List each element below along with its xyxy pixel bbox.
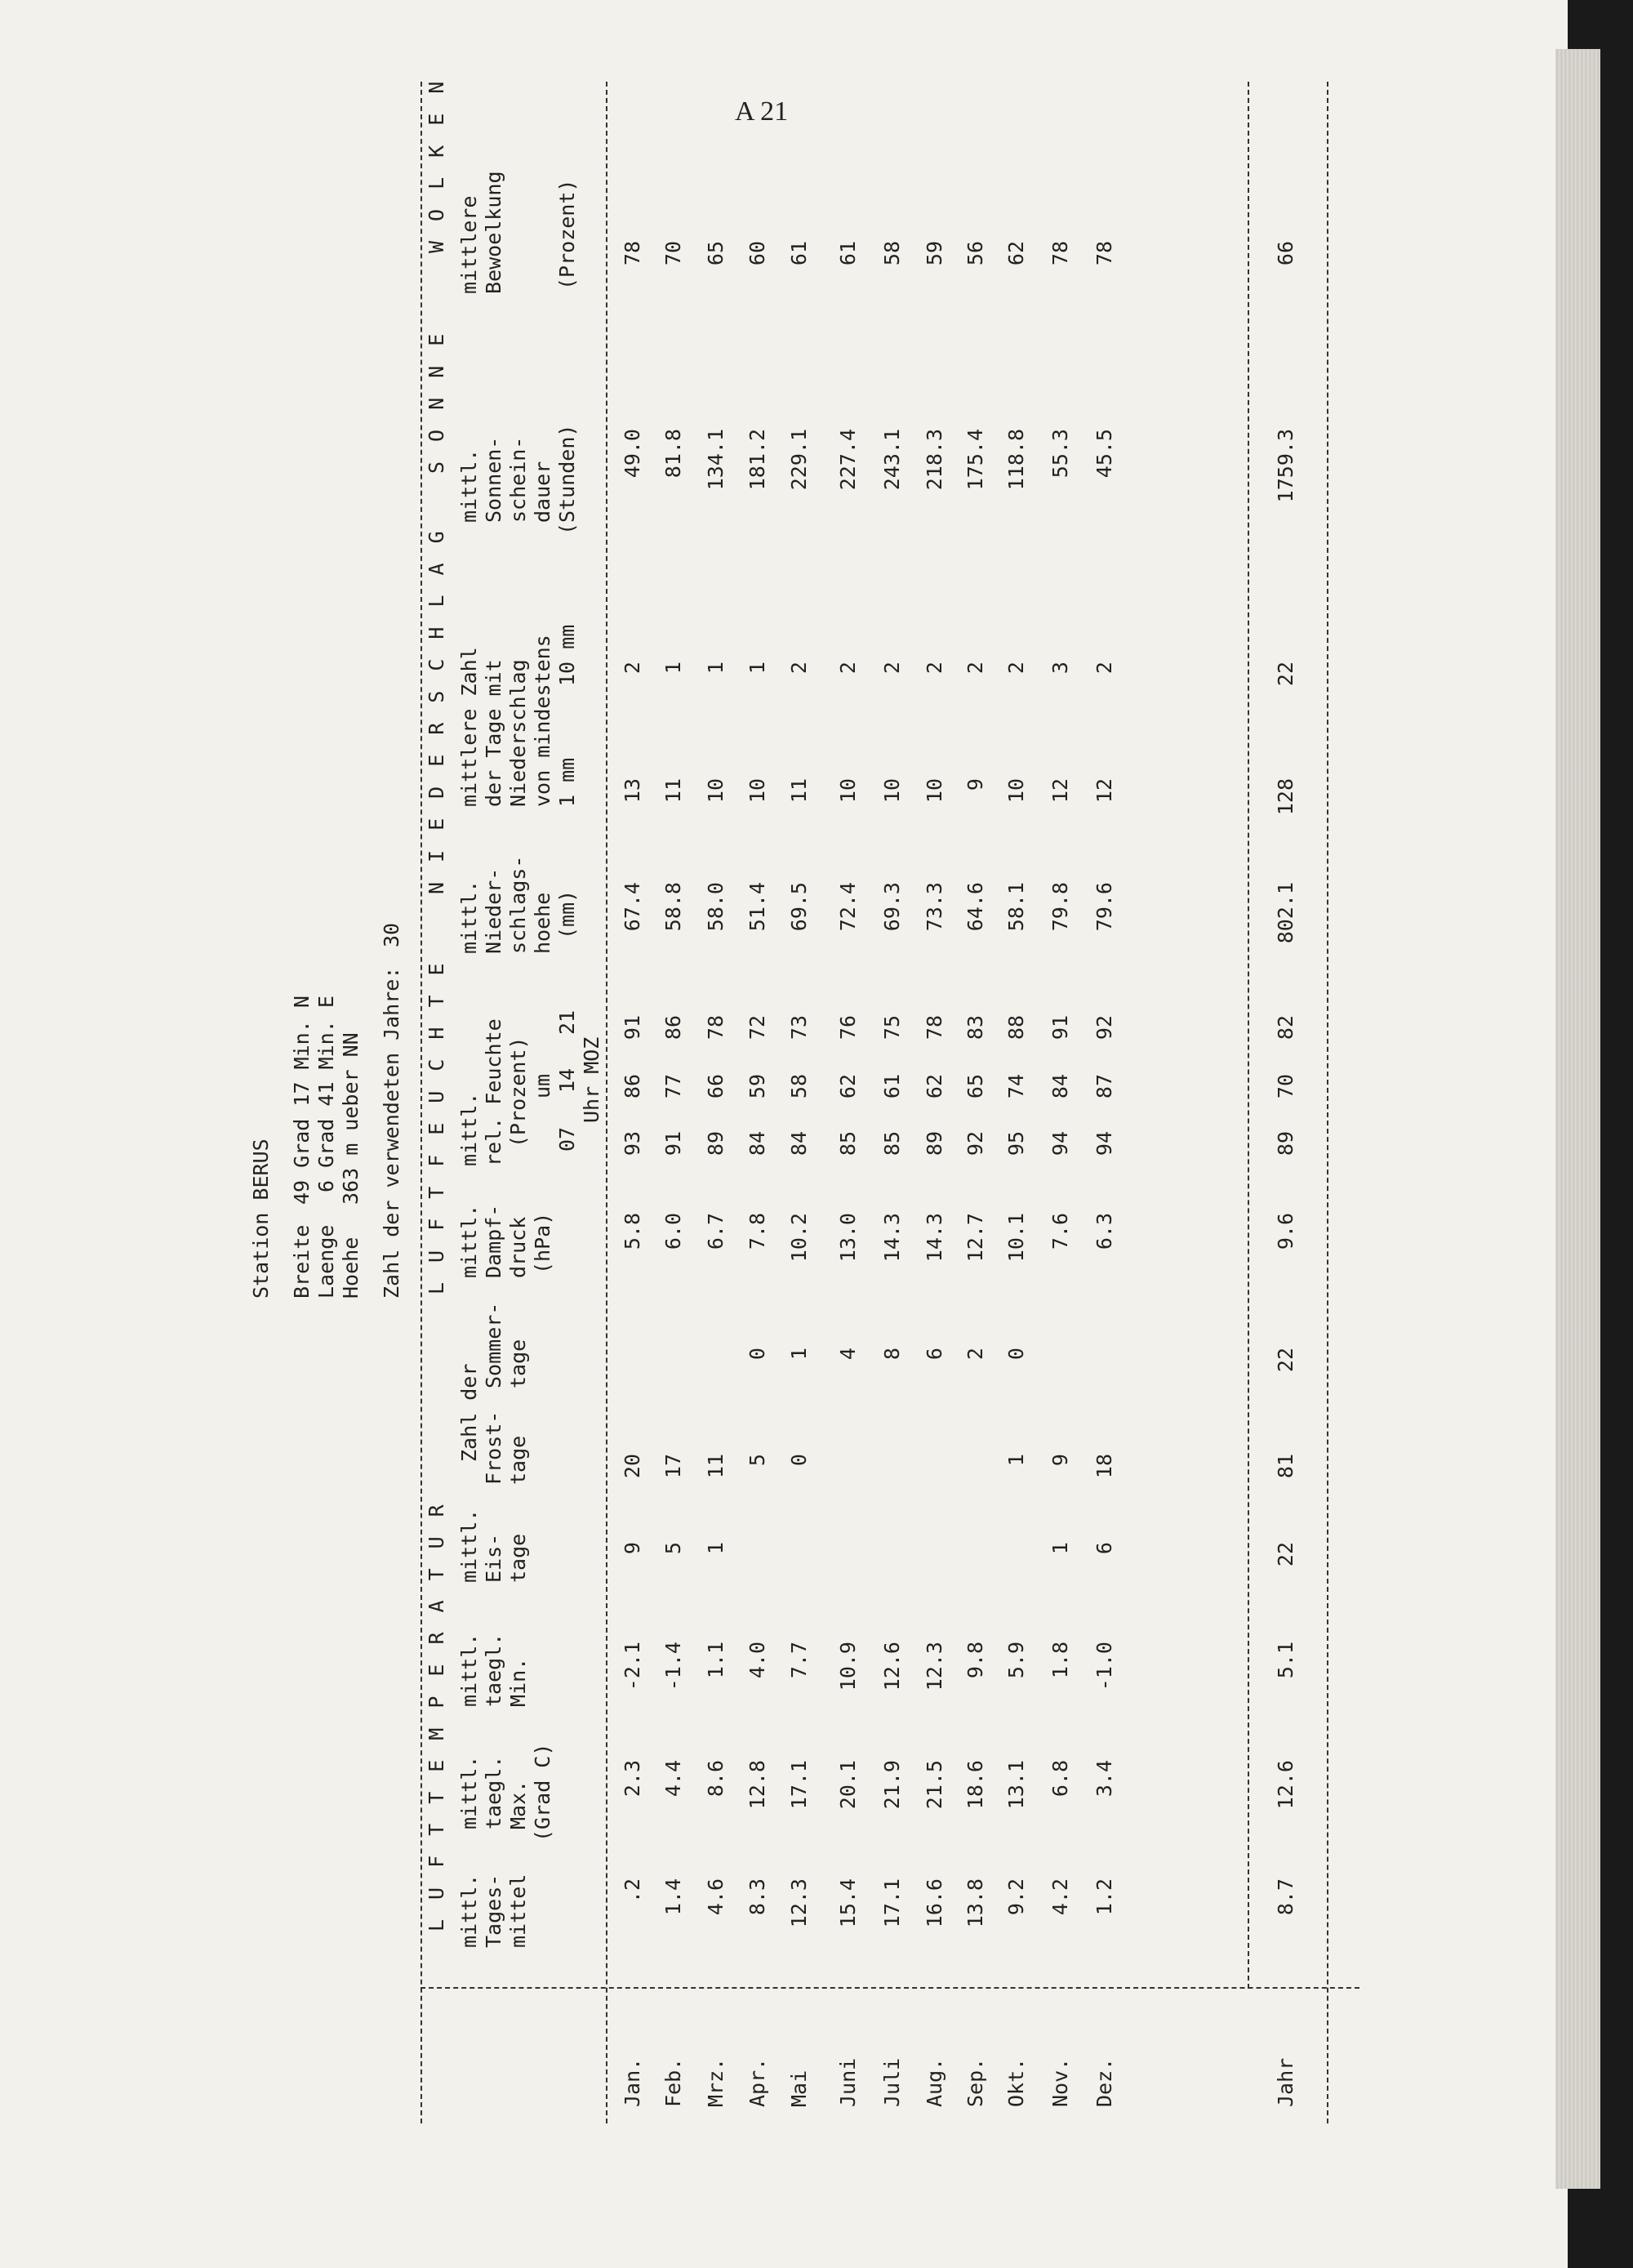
cell-f21: 76 (836, 1015, 860, 1040)
cell-nh: 58.8 (661, 882, 685, 932)
cell-wolken: 58 (880, 241, 904, 266)
cell-tmin: 12.3 (923, 1642, 946, 1691)
cell-f14: 86 (621, 1074, 644, 1099)
cell-frost: 5 (745, 1454, 769, 1467)
cell-f14: 74 (1004, 1074, 1028, 1099)
cell-f07: 89 (1274, 1131, 1297, 1156)
cell-eis: 1 (704, 1542, 728, 1555)
row-label: Mrz. (704, 2057, 728, 2107)
cell-tmin: -2.1 (621, 1642, 644, 1691)
cell-sonne: 243.1 (880, 429, 904, 491)
cell-n10: 2 (621, 662, 644, 675)
cell-frost: 20 (621, 1454, 644, 1479)
cell-sommer: 0 (1004, 1348, 1028, 1361)
cell-dampf: 13.0 (836, 1213, 860, 1263)
cell-n10: 1 (661, 662, 685, 675)
cell-tmit: 8.7 (1274, 1878, 1297, 1916)
cell-tmin: 1.8 (1048, 1642, 1072, 1679)
top-rule (420, 82, 422, 2123)
header-hour-21: 21 (555, 1009, 579, 1035)
station-breite-label: Breite (290, 1224, 314, 1299)
cell-f14: 58 (787, 1074, 811, 1099)
group-lufttemperatur: LUFTTEMPERATUR (425, 1485, 448, 1932)
cell-tmin: 7.7 (787, 1642, 811, 1679)
cell-tmin: 1.1 (704, 1642, 728, 1679)
cell-eis: 5 (661, 1542, 685, 1555)
cell-f21: 82 (1274, 1015, 1297, 1040)
cell-tmin: 9.8 (963, 1642, 987, 1679)
cell-wolken: 78 (1048, 241, 1072, 266)
cell-nh: 79.6 (1092, 882, 1116, 932)
cell-sonne: 134.1 (704, 429, 728, 491)
cell-tmit: 15.4 (836, 1878, 860, 1928)
cell-wolken: 62 (1004, 241, 1028, 266)
cell-sonne: 1759.3 (1274, 429, 1297, 503)
cell-tmax: 6.8 (1048, 1760, 1072, 1798)
cell-tmit: 16.6 (923, 1878, 946, 1928)
station-hoehe-value: 363 m ueber NN (339, 1032, 363, 1205)
header-max: mittl. taegl. Max. (457, 1755, 530, 1829)
row-label: Dez. (1092, 2057, 1116, 2107)
cell-nh: 51.4 (745, 882, 769, 932)
cell-sonne: 175.4 (963, 429, 987, 491)
cell-f21: 86 (661, 1015, 685, 1040)
station-jahre-value: 30 (380, 922, 403, 947)
header-hour-07: 07 (555, 1126, 579, 1152)
header-grad-c: (Grad C) (531, 1743, 554, 1842)
cell-tmax: 21.9 (880, 1760, 904, 1810)
cell-tmax: 12.6 (1274, 1760, 1297, 1810)
header-frosttage: Frost- tage (482, 1410, 530, 1485)
cell-f21: 73 (787, 1015, 811, 1040)
cell-f07: 84 (787, 1131, 811, 1156)
cell-wolken: 65 (704, 241, 728, 266)
group-niederschlag: NIEDERSCHLAG (425, 511, 448, 894)
cell-tmax: 3.4 (1092, 1760, 1116, 1798)
cell-n1: 10 (704, 778, 728, 804)
jahr-rule (1248, 82, 1249, 1989)
cell-wolken: 60 (745, 241, 769, 266)
cell-f07: 95 (1004, 1131, 1028, 1156)
cell-sonne: 81.8 (661, 429, 685, 479)
cell-dampf: 6.7 (704, 1213, 728, 1250)
cell-tmit: .2 (621, 1878, 644, 1904)
header-mm: (mm) (555, 889, 579, 939)
row-label: Jahr (1274, 2057, 1297, 2107)
cell-n1: 11 (661, 778, 685, 804)
cell-eis: 9 (621, 1542, 644, 1555)
group-wolken: WOLKEN (425, 61, 448, 253)
header-min: mittl. taegl. Min. (457, 1633, 530, 1707)
row-label: Feb. (661, 2057, 685, 2107)
cell-f07: 85 (836, 1131, 860, 1156)
cell-tmit: 13.8 (963, 1878, 987, 1928)
cell-wolken: 61 (787, 241, 811, 266)
cell-sommer: 1 (787, 1348, 811, 1361)
cell-sonne: 49.0 (621, 429, 644, 479)
cell-dampf: 5.8 (621, 1213, 644, 1250)
station-laenge-label: Laenge (314, 1224, 338, 1299)
cell-f14: 87 (1092, 1074, 1116, 1099)
cell-tmax: 13.1 (1004, 1760, 1028, 1810)
header-uhr-moz: Uhr MOZ (580, 1036, 603, 1123)
header-eistage: mittl. Eis- tage (457, 1508, 530, 1583)
cell-sonne: 118.8 (1004, 429, 1028, 491)
cell-tmax: 12.8 (745, 1760, 769, 1810)
cell-wolken: 70 (661, 241, 685, 266)
cell-dampf: 14.3 (880, 1213, 904, 1263)
cell-dampf: 14.3 (923, 1213, 946, 1263)
cell-frost: 81 (1274, 1454, 1297, 1479)
cell-n10: 3 (1048, 662, 1072, 675)
row-label: Sep. (963, 2057, 987, 2107)
page-number: A 21 (735, 96, 789, 127)
cell-wolken: 61 (836, 241, 860, 266)
cell-nh: 69.5 (787, 882, 811, 932)
cell-nh: 802.1 (1274, 882, 1297, 944)
header-rel-feuchte-4: um (531, 1073, 554, 1098)
cell-f07: 84 (745, 1131, 769, 1156)
header-sonnenschein: mittl. Sonnen- schein- dauer (457, 436, 554, 523)
cell-n1: 13 (621, 778, 644, 804)
cell-sommer: 22 (1274, 1348, 1297, 1373)
cell-tmin: 5.1 (1274, 1642, 1297, 1679)
header-bewoelkung: mittlere Bewoelkung (457, 171, 505, 294)
cell-n10: 1 (745, 662, 769, 675)
cell-frost: 18 (1092, 1454, 1116, 1479)
group-luftfeuchte: LUFTFEUCHTE (425, 943, 448, 1294)
cell-tmit: 1.2 (1092, 1878, 1116, 1916)
header-dampfdruck: mittl. Dampf- druck (457, 1204, 530, 1278)
cell-f14: 84 (1048, 1074, 1072, 1099)
station-jahre-label: Zahl der verwendeten Jahre: (380, 966, 403, 1299)
station-hoehe-label: Hoehe (339, 1236, 363, 1299)
cell-dampf: 10.1 (1004, 1213, 1028, 1263)
cell-f07: 85 (880, 1131, 904, 1156)
cell-tmax: 4.4 (661, 1760, 685, 1798)
cell-tmit: 4.6 (704, 1878, 728, 1916)
cell-n10: 2 (923, 662, 946, 675)
cell-tmit: 4.2 (1048, 1878, 1072, 1916)
cell-f14: 62 (923, 1074, 946, 1099)
cell-eis: 22 (1274, 1542, 1297, 1567)
cell-tmax: 18.6 (963, 1760, 987, 1810)
cell-n1: 10 (923, 778, 946, 804)
cell-f07: 89 (704, 1131, 728, 1156)
cell-nh: 67.4 (621, 882, 644, 932)
cell-tmin: 10.9 (836, 1642, 860, 1691)
cell-wolken: 59 (923, 241, 946, 266)
header-hour-14: 14 (555, 1067, 579, 1093)
cell-f07: 94 (1092, 1131, 1116, 1156)
cell-n10: 2 (787, 662, 811, 675)
cell-n1: 10 (745, 778, 769, 804)
cell-n1: 9 (963, 778, 987, 791)
cell-dampf: 6.0 (661, 1213, 685, 1250)
cell-tmit: 1.4 (661, 1878, 685, 1916)
cell-sonne: 218.3 (923, 429, 946, 491)
cell-sommer: 2 (963, 1348, 987, 1361)
cell-wolken: 78 (1092, 241, 1116, 266)
bottom-rule (1327, 82, 1328, 2123)
cell-f14: 70 (1274, 1074, 1297, 1099)
cell-dampf: 12.7 (963, 1213, 987, 1263)
cell-dampf: 9.6 (1274, 1213, 1297, 1250)
cell-f21: 88 (1004, 1015, 1028, 1040)
cell-tmax: 20.1 (836, 1760, 860, 1810)
cell-wolken: 78 (621, 241, 644, 266)
cell-f07: 93 (621, 1131, 644, 1156)
header-rel-feuchte-1: mittl. (457, 1092, 481, 1166)
cell-n10: 2 (880, 662, 904, 675)
cell-f07: 92 (963, 1131, 987, 1156)
cell-f21: 78 (704, 1015, 728, 1040)
cell-sonne: 181.2 (745, 429, 769, 491)
cell-n1: 10 (836, 778, 860, 804)
header-sommertage: Sommer- tage (482, 1302, 530, 1388)
cell-n1: 11 (787, 778, 811, 804)
row-label: Mai (787, 2070, 811, 2107)
header-rule (606, 82, 607, 2123)
cell-sommer: 6 (923, 1348, 946, 1361)
cell-eis: 1 (1048, 1542, 1072, 1555)
cell-dampf: 7.6 (1048, 1213, 1072, 1250)
cell-tmax: 2.3 (621, 1760, 644, 1798)
cell-dampf: 10.2 (787, 1213, 811, 1263)
cell-frost: 0 (787, 1454, 811, 1467)
cell-tmin: -1.4 (661, 1642, 685, 1691)
cell-f14: 61 (880, 1074, 904, 1099)
cell-tmin: 5.9 (1004, 1642, 1028, 1679)
cell-n1: 128 (1274, 778, 1297, 816)
cell-f21: 72 (745, 1015, 769, 1040)
cell-tmit: 17.1 (880, 1878, 904, 1928)
cell-n1: 10 (1004, 778, 1028, 804)
row-label: Nov. (1048, 2057, 1072, 2107)
station-title: Station BERUS (249, 1138, 273, 1299)
cell-tmax: 21.5 (923, 1760, 946, 1810)
cell-tmin: 12.6 (880, 1642, 904, 1691)
cell-nh: 69.3 (880, 882, 904, 932)
cell-tmax: 17.1 (787, 1760, 811, 1810)
cell-n10: 2 (963, 662, 987, 675)
cell-n1: 12 (1048, 778, 1072, 804)
cell-f07: 94 (1048, 1131, 1072, 1156)
cell-nh: 73.3 (923, 882, 946, 932)
cell-nh: 79.8 (1048, 882, 1072, 932)
cell-n10: 2 (1092, 662, 1116, 675)
cell-f21: 91 (621, 1015, 644, 1040)
header-hpa: (hPa) (531, 1212, 554, 1274)
cell-frost: 1 (1004, 1454, 1028, 1467)
header-stunden: (Stunden) (555, 424, 579, 535)
row-label: Apr. (745, 2057, 769, 2107)
cell-eis: 6 (1092, 1542, 1116, 1555)
cell-nh: 72.4 (836, 882, 860, 932)
cell-nh: 64.6 (963, 882, 987, 932)
cell-n10: 22 (1274, 662, 1297, 687)
header-rel-feuchte-3: (Prozent) (506, 1036, 530, 1147)
cell-f14: 62 (836, 1074, 860, 1099)
cell-f14: 66 (704, 1074, 728, 1099)
cell-f07: 91 (661, 1131, 685, 1156)
cell-tmin: 4.0 (745, 1642, 769, 1679)
cell-nh: 58.0 (704, 882, 728, 932)
cell-f21: 75 (880, 1015, 904, 1040)
cell-f21: 78 (923, 1015, 946, 1040)
cell-tmit: 9.2 (1004, 1878, 1028, 1916)
group-sonne: SONNE (425, 314, 448, 474)
cell-f14: 59 (745, 1074, 769, 1099)
header-mm-1: 1 mm (555, 757, 579, 807)
header-rel-feuchte-2: rel. Feuchte (482, 1018, 505, 1166)
row-label: Okt. (1004, 2057, 1028, 2107)
cell-f07: 89 (923, 1131, 946, 1156)
cell-frost: 17 (661, 1454, 685, 1479)
header-zahl-der: Zahl der (457, 1363, 481, 1462)
cell-sommer: 0 (745, 1348, 769, 1361)
row-label: Juni (836, 2057, 860, 2107)
cell-sonne: 45.5 (1092, 429, 1116, 479)
cell-n10: 2 (1004, 662, 1028, 675)
cell-f21: 92 (1092, 1015, 1116, 1040)
cell-tmit: 12.3 (787, 1878, 811, 1928)
header-nieder-tage: mittlere Zahl der Tage mit Niederschlag von mindestens (457, 635, 554, 807)
header-nieder-hoehe: mittl. Nieder- schlags- hoehe (457, 855, 554, 954)
cell-sonne: 55.3 (1048, 429, 1072, 479)
header-mm-10: 10 mm (555, 624, 579, 686)
cell-n10: 2 (836, 662, 860, 675)
cell-n1: 10 (880, 778, 904, 804)
page-edge (1555, 49, 1600, 2189)
cell-f21: 83 (963, 1015, 987, 1040)
cell-frost: 9 (1048, 1454, 1072, 1467)
cell-dampf: 7.8 (745, 1213, 769, 1250)
cell-tmin: -1.0 (1092, 1642, 1116, 1691)
cell-wolken: 66 (1274, 241, 1297, 266)
cell-sonne: 227.4 (836, 429, 860, 491)
cell-f14: 77 (661, 1074, 685, 1099)
cell-f21: 91 (1048, 1015, 1072, 1040)
row-label: Aug. (923, 2057, 946, 2107)
cell-frost: 11 (704, 1454, 728, 1479)
cell-nh: 58.1 (1004, 882, 1028, 932)
cell-wolken: 56 (963, 241, 987, 266)
cell-sonne: 229.1 (787, 429, 811, 491)
climate-table (220, 61, 1364, 2123)
cell-f14: 65 (963, 1074, 987, 1099)
cell-tmax: 8.6 (704, 1760, 728, 1798)
cell-tmit: 8.3 (745, 1878, 769, 1916)
row-label: Jan. (621, 2057, 644, 2107)
station-laenge-value: 6 Grad 41 Min. E (314, 996, 338, 1205)
header-prozent: (Prozent) (555, 179, 579, 290)
cell-sommer: 4 (836, 1348, 860, 1361)
row-label: Juli (880, 2057, 904, 2107)
cell-dampf: 6.3 (1092, 1213, 1116, 1250)
header-tagesmittel: mittl. Tages- mittel (457, 1874, 530, 1948)
station-breite-value: 49 Grad 17 Min. N (290, 996, 314, 1205)
cell-sommer: 8 (880, 1348, 904, 1361)
cell-n1: 12 (1092, 778, 1116, 804)
cell-n10: 1 (704, 662, 728, 675)
